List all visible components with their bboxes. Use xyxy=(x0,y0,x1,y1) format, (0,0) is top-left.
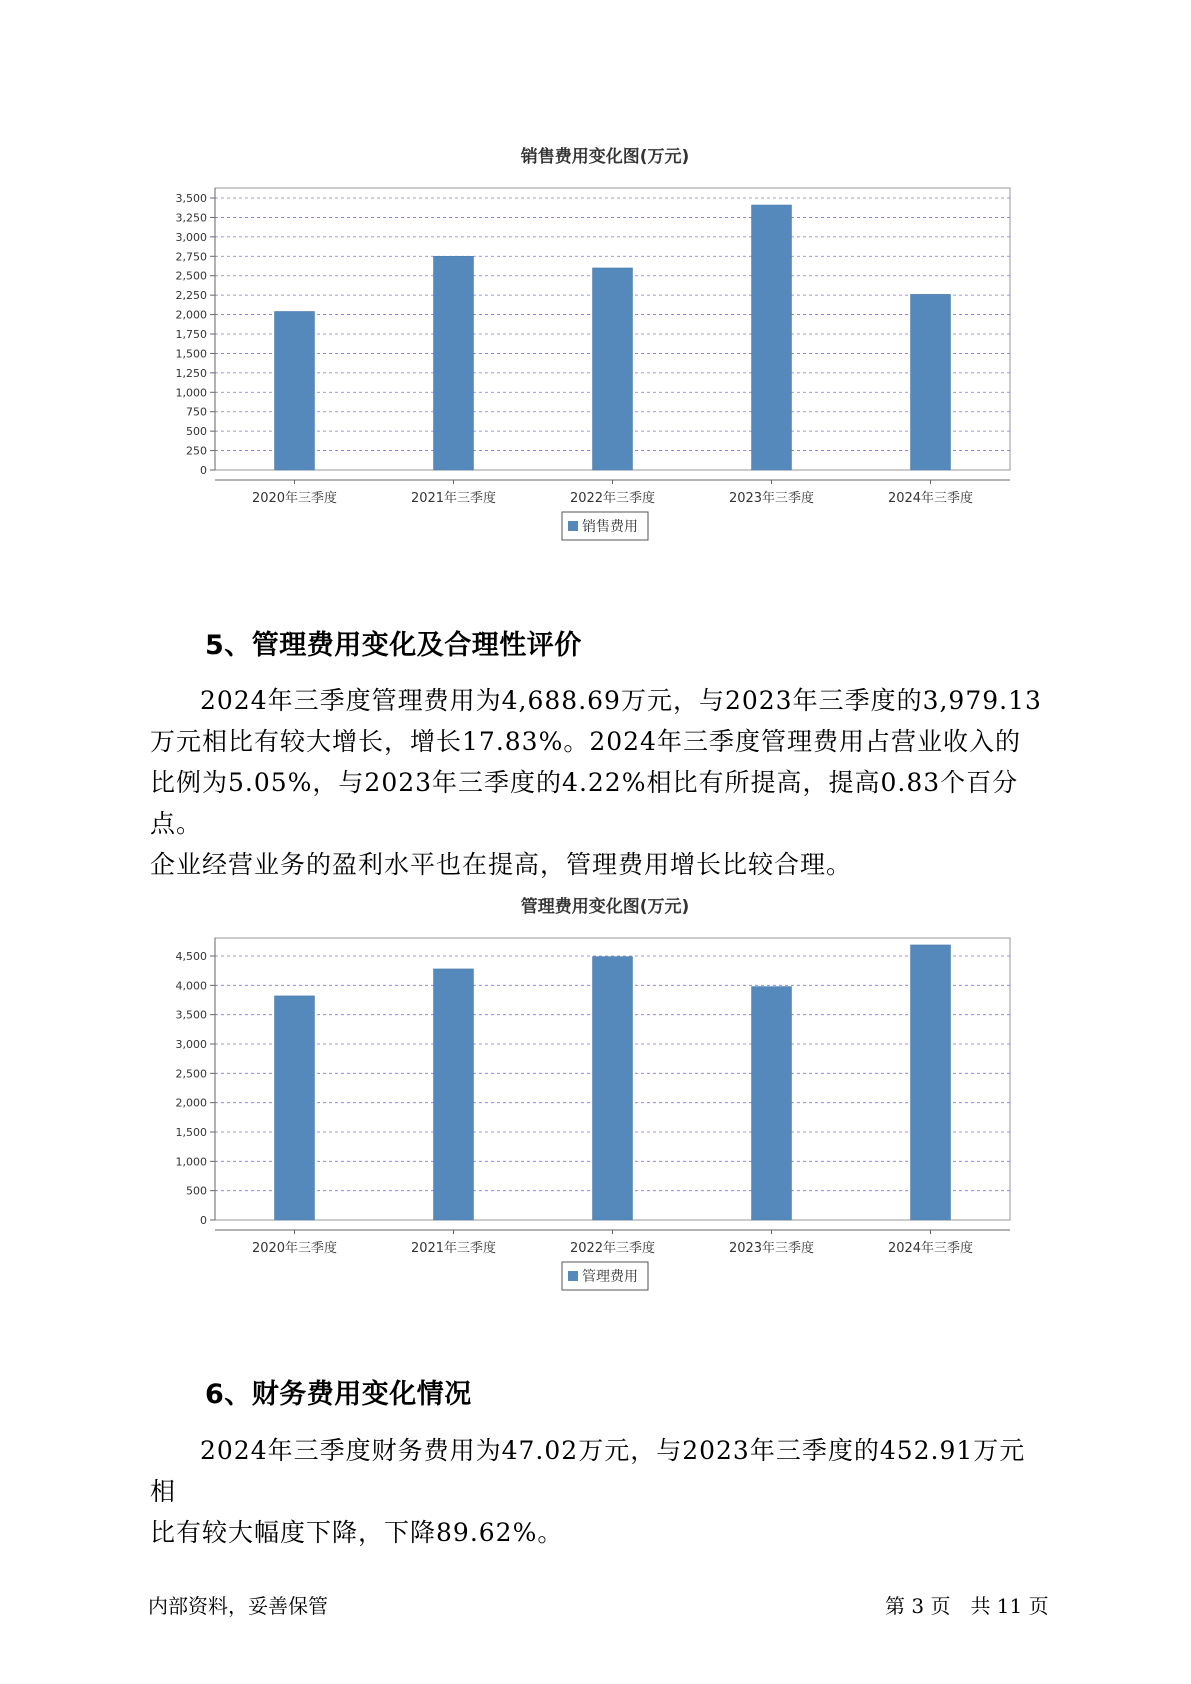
x-tick-label: 2021年三季度 xyxy=(410,1241,497,1256)
section6-heading: 6、财务费用变化情况 xyxy=(205,1379,472,1410)
bar xyxy=(752,205,792,470)
bar xyxy=(434,969,474,1220)
legend-label: 销售费用 xyxy=(582,519,638,535)
section5-heading: 5、管理费用变化及合理性评价 xyxy=(205,630,582,661)
y-tick-label: 1,000 xyxy=(175,1155,207,1169)
bar xyxy=(275,996,315,1220)
y-tick-label: 0 xyxy=(200,1214,207,1227)
y-tick-label: 1,500 xyxy=(175,1126,207,1139)
section6-line-1: 2024年三季度财务费用为47.02万元，与2023年三季度的452.91万元相 xyxy=(150,1436,1026,1506)
y-tick-label: 4,000 xyxy=(175,979,207,993)
bar xyxy=(593,268,633,470)
y-tick-label: 1,750 xyxy=(175,328,207,341)
section5-line-1: 2024年三季度管理费用为4,688.69万元，与2023年三季度的3,979.13 xyxy=(200,686,1042,715)
footer-left: 内部资料，妥善保管 xyxy=(148,1594,328,1618)
y-tick-label: 2,500 xyxy=(175,1067,207,1081)
y-tick-label: 0 xyxy=(200,464,207,477)
section5-line-4: 企业经营业务的盈利水平也在提高，管理费用增长比较合理。 xyxy=(150,850,853,879)
y-tick-label: 3,500 xyxy=(175,1008,207,1022)
x-tick-label: 2020年三季度 xyxy=(251,491,338,506)
sales-expense-chart xyxy=(145,140,1045,600)
y-tick-label: 1,000 xyxy=(175,386,207,400)
bar xyxy=(593,957,633,1220)
bar xyxy=(911,294,951,470)
chart-title: 管理费用变化图(万元) xyxy=(520,897,690,917)
x-tick-label: 2023年三季度 xyxy=(728,491,815,506)
y-tick-label: 3,500 xyxy=(175,192,207,205)
y-tick-label: 3,250 xyxy=(175,211,207,225)
x-tick-label: 2020年三季度 xyxy=(251,1241,338,1256)
section6-line-2: 比有较大幅度下降，下降89.62%。 xyxy=(150,1518,564,1547)
x-tick-label: 2024年三季度 xyxy=(887,1241,974,1256)
legend-label: 管理费用 xyxy=(582,1269,638,1285)
legend-swatch xyxy=(568,1271,578,1281)
admin-expense-chart xyxy=(145,890,1045,1350)
section5-line-2: 万元相比有较大增长，增长17.83%。2024年三季度管理费用占营业收入的 xyxy=(150,727,1021,756)
y-tick-label: 500 xyxy=(186,425,207,439)
x-tick-label: 2024年三季度 xyxy=(887,491,974,506)
x-tick-label: 2022年三季度 xyxy=(569,491,656,506)
y-tick-label: 2,250 xyxy=(175,289,207,303)
bar xyxy=(911,945,951,1220)
x-tick-label: 2022年三季度 xyxy=(569,1241,656,1256)
chart-title: 销售费用变化图(万元) xyxy=(520,147,690,167)
section5-paragraph xyxy=(150,680,1050,885)
x-tick-label: 2023年三季度 xyxy=(728,1241,815,1256)
y-tick-label: 2,000 xyxy=(175,308,207,322)
bar xyxy=(275,311,315,470)
bar xyxy=(752,987,792,1220)
y-tick-label: 3,000 xyxy=(175,1038,207,1051)
y-tick-label: 3,000 xyxy=(175,230,207,244)
y-tick-label: 1,500 xyxy=(175,347,207,361)
y-tick-label: 750 xyxy=(186,405,207,419)
y-tick-label: 500 xyxy=(186,1184,207,1198)
footer-page-number: 第 3 页 共 11 页 xyxy=(885,1594,1049,1618)
y-tick-label: 2,750 xyxy=(175,250,207,264)
x-tick-label: 2021年三季度 xyxy=(410,491,497,506)
section6-paragraph xyxy=(150,1430,1050,1553)
legend-swatch xyxy=(568,521,578,531)
y-tick-label: 2,500 xyxy=(175,269,207,283)
y-tick-label: 1,250 xyxy=(175,366,207,380)
y-tick-label: 2,000 xyxy=(175,1096,207,1110)
section5-line-3: 比例为5.05%，与2023年三季度的4.22%相比有所提高，提高0.83个百分点。 xyxy=(150,768,1019,838)
y-tick-label: 250 xyxy=(186,444,207,458)
bar xyxy=(434,256,474,470)
y-tick-label: 4,500 xyxy=(175,950,207,963)
